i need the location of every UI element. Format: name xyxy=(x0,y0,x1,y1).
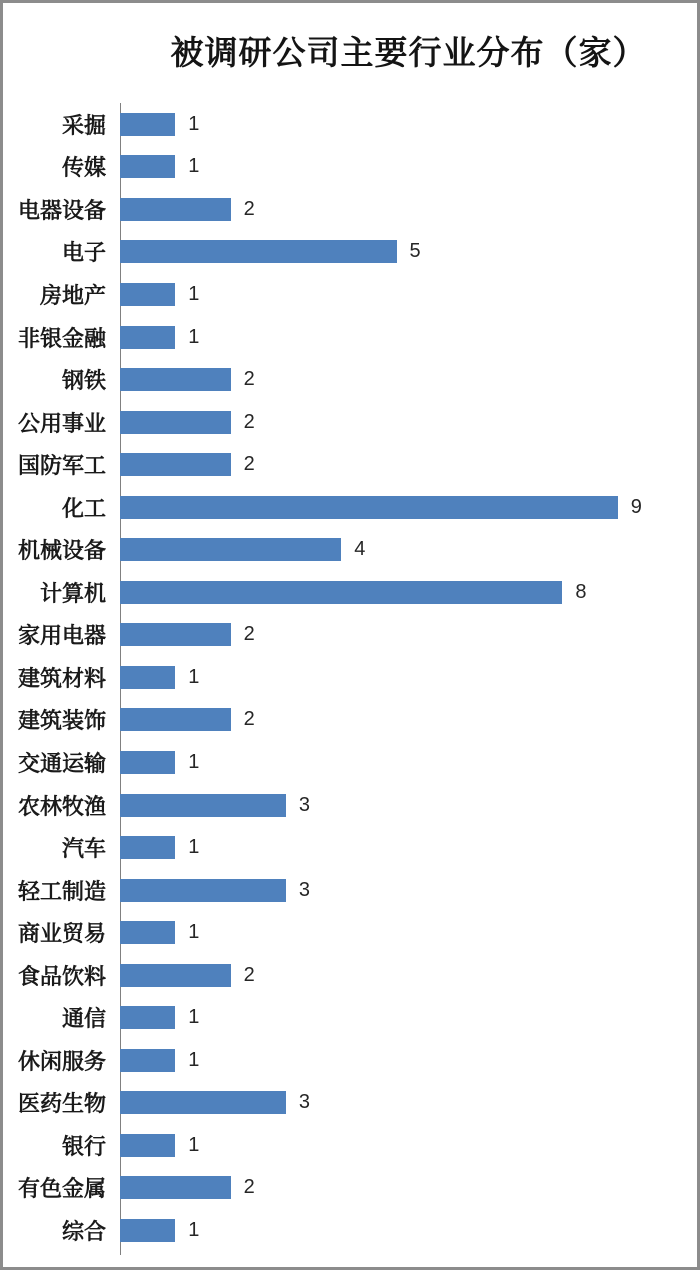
bar xyxy=(120,794,286,817)
bar-track xyxy=(120,411,697,434)
value-label: 1 xyxy=(188,921,200,944)
category-label: 商业贸易 xyxy=(17,921,106,947)
category-label: 计算机 xyxy=(39,580,106,606)
value-label: 1 xyxy=(188,155,200,178)
category-label: 建筑装饰 xyxy=(17,708,106,734)
bar-track xyxy=(120,198,697,221)
bar xyxy=(120,411,231,434)
category-label: 家用电器 xyxy=(17,623,106,649)
bar-row xyxy=(3,1209,697,1252)
bar-track xyxy=(120,623,697,646)
value-label: 1 xyxy=(188,1006,200,1029)
bar xyxy=(120,538,341,561)
bar-row xyxy=(3,316,697,359)
bar-row xyxy=(3,358,697,401)
bar-track xyxy=(120,240,697,263)
bar-row xyxy=(3,401,697,444)
bar xyxy=(120,283,175,306)
bar xyxy=(120,921,175,944)
bar-row xyxy=(3,911,697,954)
bar xyxy=(120,581,562,604)
value-label: 3 xyxy=(298,878,311,901)
bar xyxy=(120,240,397,263)
bar xyxy=(120,1006,175,1029)
value-label: 1 xyxy=(188,1048,200,1071)
value-label: 3 xyxy=(298,793,311,816)
bar-row xyxy=(3,614,697,657)
bar-track xyxy=(120,1219,697,1242)
value-label: 9 xyxy=(630,495,642,518)
bar-track xyxy=(120,708,697,731)
bar-row xyxy=(3,1039,697,1082)
bar xyxy=(120,836,175,859)
bar-row xyxy=(3,996,697,1039)
value-label: 2 xyxy=(243,368,255,391)
value-label: 2 xyxy=(243,1176,255,1199)
bar xyxy=(120,453,231,476)
bar xyxy=(120,964,231,987)
bar-track xyxy=(120,538,697,561)
category-label: 电器设备 xyxy=(17,197,106,223)
bar-row xyxy=(3,571,697,614)
bar-track xyxy=(120,751,697,774)
category-label: 银行 xyxy=(61,1133,106,1159)
bar xyxy=(120,666,175,689)
value-label: 1 xyxy=(188,665,200,688)
category-label: 汽车 xyxy=(61,836,106,862)
bar-row xyxy=(3,1124,697,1167)
bar-row xyxy=(3,1082,697,1125)
bar-track xyxy=(120,155,697,178)
bar-track xyxy=(120,879,697,902)
bar-row xyxy=(3,231,697,274)
category-label: 建筑材料 xyxy=(17,665,106,691)
bar-row xyxy=(3,699,697,742)
bar-row xyxy=(3,656,697,699)
bar-row xyxy=(3,784,697,827)
bar-row xyxy=(3,826,697,869)
bar-row xyxy=(3,1167,697,1210)
bar-track xyxy=(120,794,697,817)
bar-row xyxy=(3,188,697,231)
category-label: 国防军工 xyxy=(17,453,106,479)
bar-row xyxy=(3,869,697,912)
category-label: 医药生物 xyxy=(17,1091,106,1117)
category-label: 机械设备 xyxy=(17,538,106,564)
category-label: 综合 xyxy=(61,1218,106,1244)
bar-track xyxy=(120,964,697,987)
value-label: 8 xyxy=(575,580,587,603)
bar-series xyxy=(3,103,697,1252)
bar-track xyxy=(120,496,697,519)
bar xyxy=(120,155,175,178)
bar-track xyxy=(120,581,697,604)
bar-track xyxy=(120,283,697,306)
value-label: 2 xyxy=(243,410,255,433)
category-label: 传媒 xyxy=(61,155,106,181)
value-label: 1 xyxy=(188,750,200,773)
bar xyxy=(120,708,231,731)
bar-track xyxy=(120,453,697,476)
bar xyxy=(120,198,231,221)
value-label: 1 xyxy=(188,836,200,859)
category-label: 房地产 xyxy=(39,282,106,308)
value-label: 2 xyxy=(243,453,255,476)
bar xyxy=(120,879,286,902)
bar xyxy=(120,113,175,136)
value-label: 1 xyxy=(188,282,200,305)
bar-track xyxy=(120,1176,697,1199)
category-label: 交通运输 xyxy=(17,750,106,776)
bar-row xyxy=(3,954,697,997)
value-label: 2 xyxy=(243,963,255,986)
value-label: 2 xyxy=(243,708,255,731)
category-label: 公用事业 xyxy=(17,410,106,436)
value-label: 2 xyxy=(243,197,255,220)
bar-track xyxy=(120,921,697,944)
bar-track xyxy=(120,1134,697,1157)
bar-row xyxy=(3,146,697,189)
value-label: 1 xyxy=(188,112,200,135)
category-label: 非银金融 xyxy=(17,325,106,351)
bar-track xyxy=(120,113,697,136)
value-label: 5 xyxy=(409,240,421,263)
bar xyxy=(120,1219,175,1242)
chart-title: 被调研公司主要行业分布（家） xyxy=(170,34,647,71)
bar xyxy=(120,751,175,774)
category-label: 食品饮料 xyxy=(17,963,106,989)
bar-track xyxy=(120,666,697,689)
bar-track xyxy=(120,326,697,349)
bar xyxy=(120,1091,286,1114)
value-label: 2 xyxy=(243,623,255,646)
bar xyxy=(120,1049,175,1072)
category-label: 电子 xyxy=(61,240,106,266)
plot-area xyxy=(3,103,697,1252)
bar-row xyxy=(3,486,697,529)
bar-row xyxy=(3,741,697,784)
bar xyxy=(120,1176,231,1199)
value-label: 1 xyxy=(188,325,200,348)
bar-row xyxy=(3,103,697,146)
category-label: 休闲服务 xyxy=(17,1048,106,1074)
category-label: 轻工制造 xyxy=(17,878,106,904)
bar-track xyxy=(120,1049,697,1072)
category-label: 采掘 xyxy=(61,112,106,138)
bar xyxy=(120,326,175,349)
category-label: 通信 xyxy=(61,1006,106,1032)
category-label: 农林牧渔 xyxy=(17,793,106,819)
category-label: 化工 xyxy=(61,495,106,521)
category-label: 钢铁 xyxy=(61,368,106,394)
bar xyxy=(120,496,618,519)
bar-track xyxy=(120,1091,697,1114)
bar-track xyxy=(120,1006,697,1029)
bar-row xyxy=(3,443,697,486)
value-label: 1 xyxy=(188,1133,200,1156)
value-label: 3 xyxy=(298,1091,311,1114)
bar xyxy=(120,623,231,646)
value-label: 1 xyxy=(188,1218,200,1241)
bar-row xyxy=(3,273,697,316)
bar-row xyxy=(3,528,697,571)
bar xyxy=(120,1134,175,1157)
bar-track xyxy=(120,836,697,859)
bar xyxy=(120,368,231,391)
bar-track xyxy=(120,368,697,391)
value-label: 4 xyxy=(354,538,366,561)
category-label: 有色金属 xyxy=(17,1176,106,1202)
